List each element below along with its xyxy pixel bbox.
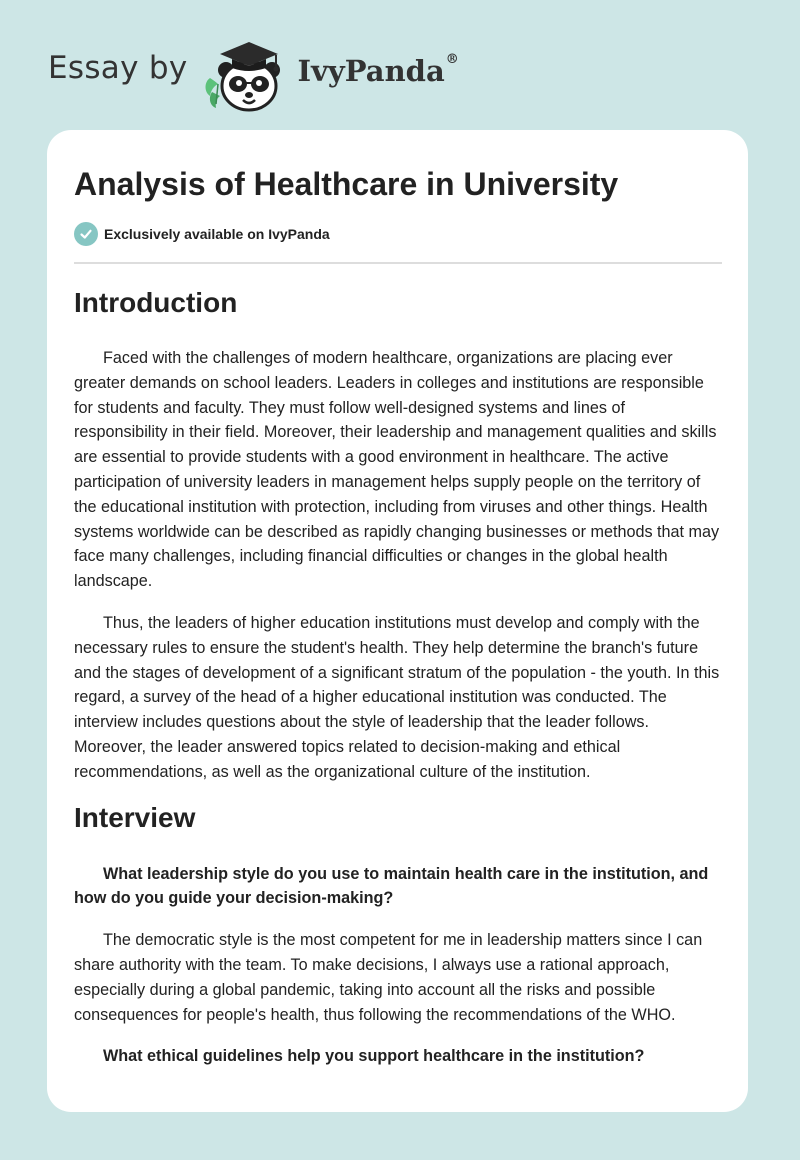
brand-name[interactable] [298, 54, 459, 88]
brand-text: IvyPanda [297, 54, 445, 88]
intro-paragraph-1: Faced with the challenges of modern healthcare, organizations are placing ever greater demands on school leaders. Leaders in colleges and institutions are responsible for students and faculty. They must follow well-designed systems and lines of responsibility in their field. Moreover, their leadership and management qualities and skills are essential to provide students with a good environment in healthcare. The active participation of university leaders in management helps supply people on the territory of the educational institution with protection, including from viruses and other things. Health systems worldwide can be described as rapidly changing businesses or methods that may face many challenges, including financial difficulties or changes in the global health landscape. [74, 349, 720, 591]
interview-answer-1: The democratic style is the most competent for me in leadership matters since I can share authority with the team. To make decisions, I always use a rational approach, especially during a global pandemic, taking into account all the risks and possible consequences for people's health, thus following the recommendations of the WHO. [74, 931, 703, 1024]
page-title: Analysis of Healthcare in University [74, 166, 619, 202]
exclusive-badge [74, 220, 722, 248]
site-header [48, 34, 459, 114]
section-heading-introduction: Introduction [74, 287, 238, 318]
registered-mark: ® [445, 52, 459, 67]
interview-question-1: What leadership style do you use to maintain health care in the institution, and how do you guide your decision-making? [74, 864, 709, 908]
interview-question-2: What ethical guidelines help you support healthcare in the institution? [103, 1047, 645, 1066]
exclusive-badge-text: Exclusively available on IvyPanda [104, 226, 330, 242]
ivypanda-logo-mark[interactable] [202, 34, 294, 114]
section-heading-interview: Interview [74, 801, 196, 833]
check-icon [74, 222, 98, 246]
intro-paragraph-2: Thus, the leaders of higher education institutions must develop and comply with the necessary rules to ensure the student's health. They help determine the branch's future and the stages of development of a significant stratum of the population - the youth. In this regard, a survey of the head of a higher educational institution was conducted. The interview includes questions about the style of leadership that the leader follows. Moreover, the leader answered topics related to decision-making and ethical recommendations, as well as the organizational culture of the institution. [74, 613, 720, 781]
essay-by-label: Essay by [48, 50, 188, 86]
divider [74, 262, 722, 264]
essay-card [47, 130, 748, 1112]
panda-graduate-icon [202, 34, 294, 114]
